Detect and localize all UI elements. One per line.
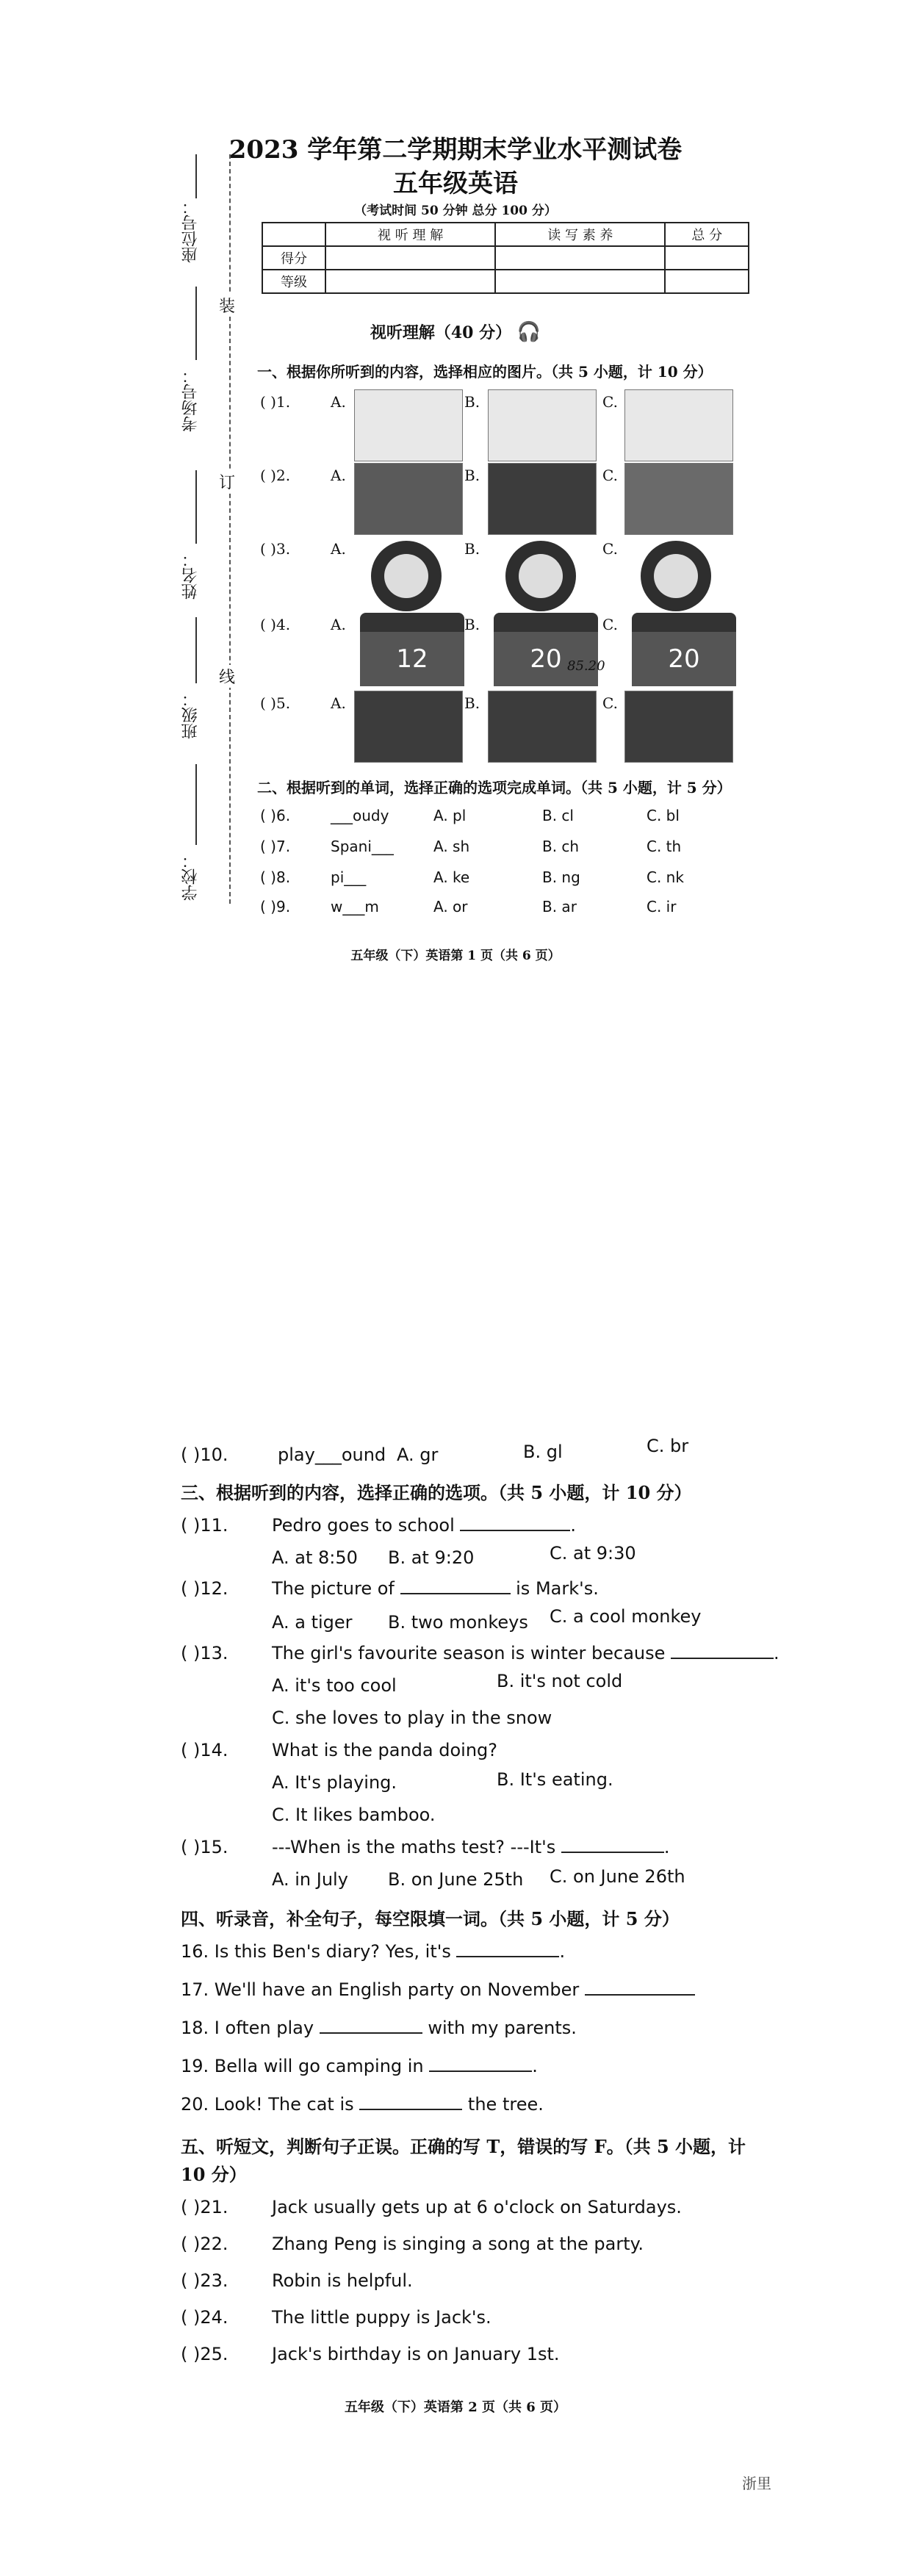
q14-stem: What is the panda doing? <box>272 1740 497 1760</box>
q3-number: ( )3. <box>260 540 291 558</box>
score-table-header <box>262 223 749 246</box>
q14-option-c[interactable]: C. It likes bamboo. <box>272 1805 436 1825</box>
q5-option-c-picture[interactable] <box>624 691 733 763</box>
q11-option-b[interactable]: B. at 9:20 <box>388 1547 475 1568</box>
q2-number: ( )2. <box>260 467 291 484</box>
q5-option-a-picture[interactable] <box>354 691 463 763</box>
q16 <box>181 1941 565 1962</box>
q12-blank[interactable] <box>400 1578 511 1594</box>
q2-option-a-picture[interactable] <box>354 463 463 535</box>
q7-word: Spani___ <box>331 838 394 855</box>
seat-number-label: 座位号： <box>181 198 200 263</box>
part4-title: 四、听录音，补全句子，每空限填一词。（共 5 小题，计 5 分） <box>181 1908 680 1929</box>
exam-room-label: 考场号： <box>181 367 200 432</box>
q5-option-a-label: A. <box>331 694 346 712</box>
part2-title: 二、根据听到的单词，选择正确的选项完成单词。（共 5 小题，计 5 分） <box>257 779 732 796</box>
grade-cell[interactable] <box>495 270 665 293</box>
q6-number: ( )6. <box>260 807 291 824</box>
q24-number: ( )24. <box>181 2307 228 2328</box>
q10-option-b[interactable]: B. gl <box>523 1442 563 1462</box>
q9-number: ( )9. <box>260 898 291 915</box>
q22-number: ( )22. <box>181 2234 228 2254</box>
q19-end: . <box>532 2056 538 2076</box>
q6-option-c[interactable]: C. bl <box>647 807 680 824</box>
q1-option-c-picture[interactable] <box>624 389 733 461</box>
q22-text: Zhang Peng is singing a song at the party. <box>272 2234 644 2254</box>
q18-blank[interactable] <box>320 2018 422 2034</box>
q1-option-c-label: C. <box>602 393 618 411</box>
q6-word: ___oudy <box>331 807 389 824</box>
score-header-total: 总 分 <box>665 223 749 246</box>
q14-number: ( )14. <box>181 1740 228 1760</box>
q3-option-a-label: A. <box>331 540 346 558</box>
q16-text: 16. Is this Ben's diary? Yes, it's <box>181 1941 451 1962</box>
q15-stem-text: ---When is the maths test? ---It's <box>272 1837 556 1857</box>
q6-option-a[interactable]: A. pl <box>433 807 467 824</box>
q13-stem-text: The girl's favourite season is winter because <box>272 1643 666 1663</box>
q8-word: pi___ <box>331 868 367 886</box>
q4-option-a-calendar-icon[interactable] <box>360 613 464 686</box>
q15-number: ( )15. <box>181 1837 228 1857</box>
q10-option-a[interactable]: A. gr <box>397 1444 439 1465</box>
q11-option-c[interactable]: C. at 9:30 <box>550 1543 636 1564</box>
q4-option-c-calendar-icon[interactable] <box>632 613 736 686</box>
q15-option-c[interactable]: C. on June 26th <box>550 1866 685 1887</box>
q2-option-c-picture[interactable] <box>624 463 733 535</box>
q1-option-a-picture[interactable] <box>354 389 463 461</box>
q12-option-a[interactable]: A. a tiger <box>272 1612 353 1633</box>
q13-option-a[interactable]: A. it's too cool <box>272 1675 397 1696</box>
q3-option-b-label: B. <box>464 540 480 558</box>
part5-title: 五、听短文，判断句子正误。正确的写 T，错误的写 F。（共 5 小题，计 <box>181 2136 746 2157</box>
q13-option-b[interactable]: B. it's not cold <box>497 1671 623 1691</box>
q19-blank[interactable] <box>429 2056 532 2072</box>
q6-option-b[interactable]: B. cl <box>542 807 574 824</box>
part5-title-cont: 10 分） <box>181 2164 247 2185</box>
q21-number: ( )21. <box>181 2197 228 2217</box>
q20-text: 20. Look! The cat is <box>181 2094 354 2115</box>
watermark: 浙里 <box>742 2475 771 2492</box>
q12-option-c[interactable]: C. a cool monkey <box>550 1606 702 1627</box>
score-cell[interactable] <box>325 246 495 270</box>
q4-option-c-label: C. <box>602 616 618 633</box>
score-cell[interactable] <box>495 246 665 270</box>
binding-mark-xian: 线 <box>219 665 235 688</box>
q7-option-a[interactable]: A. sh <box>433 838 470 855</box>
q7-option-b[interactable]: B. ch <box>542 838 580 855</box>
q17-blank[interactable] <box>585 1979 695 1996</box>
q11-option-a[interactable]: A. at 8:50 <box>272 1547 358 1568</box>
grade-row-label: 等级 <box>262 270 325 293</box>
exam-title: 2023 学年第二学期期末学业水平测试卷 <box>228 135 683 165</box>
q10-number: ( )10. <box>181 1444 228 1465</box>
q23-number: ( )23. <box>181 2270 228 2291</box>
q3-option-c-label: C. <box>602 540 618 558</box>
binding-mark-ding: 订 <box>219 470 235 493</box>
q12-stem-end: is Mark's. <box>516 1578 599 1599</box>
q20-blank[interactable] <box>359 2094 462 2110</box>
binding-mark-zhuang: 装 <box>219 294 235 317</box>
q13-stem: The girl's favourite season is winter because . <box>272 1643 779 1663</box>
q17-text: 17. We'll have an English party on November <box>181 1979 580 2000</box>
q17 <box>181 1979 695 2000</box>
q25-text: Jack's birthday is on January 1st. <box>272 2344 560 2364</box>
q2-option-c-label: C. <box>602 467 618 484</box>
q1-option-b-label: B. <box>464 393 480 411</box>
q13-option-c[interactable]: C. she loves to play in the snow <box>272 1708 552 1728</box>
name-line[interactable] <box>195 470 197 544</box>
q19-text: 19. Bella will go camping in <box>181 2056 424 2076</box>
q10-option-c[interactable]: C. br <box>647 1436 689 1456</box>
q13-blank[interactable] <box>671 1643 774 1659</box>
score-row <box>262 246 749 270</box>
q8-number: ( )8. <box>260 868 291 886</box>
q21-text: Jack usually gets up at 6 o'clock on Saturdays. <box>272 2197 682 2217</box>
q12-stem <box>272 1578 599 1599</box>
q4-option-b-label: B. <box>464 616 480 633</box>
q2-option-a-label: A. <box>331 467 346 484</box>
q23-text: Robin is helpful. <box>272 2270 413 2291</box>
q15-blank[interactable] <box>561 1837 664 1853</box>
name-label: 姓名： <box>181 551 200 600</box>
q14-option-b[interactable]: B. It's eating. <box>497 1769 613 1790</box>
q2-option-b-label: B. <box>464 467 480 484</box>
q4-c-date: 20 <box>632 632 736 686</box>
score-header-reading: 读 写 素 养 <box>495 223 665 246</box>
q13-number: ( )13. <box>181 1643 228 1663</box>
score-cell[interactable] <box>665 246 749 270</box>
q4-a-date: 12 <box>360 632 464 686</box>
q9-option-a[interactable]: A. or <box>433 898 468 915</box>
grade-row <box>262 270 749 293</box>
q12-option-b[interactable]: B. two monkeys <box>388 1612 528 1633</box>
q15-option-b[interactable]: B. on June 25th <box>388 1869 524 1890</box>
q7-number: ( )7. <box>260 838 291 855</box>
q3-option-c-sign-icon[interactable] <box>641 541 711 611</box>
q5-option-b-label: B. <box>464 694 480 712</box>
q18 <box>181 2018 577 2038</box>
q14-option-a[interactable]: A. It's playing. <box>272 1772 397 1793</box>
part1-title: 一、根据你所听到的内容，选择相应的图片。（共 5 小题，计 10 分） <box>257 363 713 381</box>
q4-number: ( )4. <box>260 616 291 633</box>
section-title <box>0 320 911 343</box>
q4-option-a-label: A. <box>331 616 346 633</box>
score-row-label: 得分 <box>262 246 325 270</box>
section-title-text: 视听理解（40 分） <box>370 323 512 342</box>
q16-end: . <box>559 1941 566 1962</box>
q11-stem: Pedro goes to school . <box>272 1515 577 1536</box>
handwritten-note: 85.20 <box>567 658 605 674</box>
exam-subtitle: 五年级英语 <box>393 169 518 198</box>
school-line[interactable] <box>195 764 197 845</box>
q16-blank[interactable] <box>456 1941 559 1957</box>
exam-info: （考试时间 50 分钟 总分 100 分） <box>354 204 557 218</box>
score-header-listening: 视 听 理 解 <box>325 223 495 246</box>
binding-line <box>229 154 231 904</box>
page1-footer: 五年级（下）英语第 1 页（共 6 页） <box>350 949 561 963</box>
q12-number: ( )12. <box>181 1578 228 1599</box>
q9-option-b[interactable]: B. ar <box>542 898 577 915</box>
q24-text: The little puppy is Jack's. <box>272 2307 491 2328</box>
q20-end: the tree. <box>467 2094 544 2115</box>
q4-b-date: 20 <box>494 632 598 686</box>
q5-option-b-picture[interactable] <box>488 691 597 763</box>
q9-word: w___m <box>331 898 379 915</box>
q10-word: play___ound <box>278 1444 386 1465</box>
part3-title: 三、根据听到的内容，选择正确的选项。（共 5 小题，计 10 分） <box>181 1482 692 1503</box>
q5-number: ( )5. <box>260 694 291 712</box>
q11-blank[interactable] <box>460 1515 570 1531</box>
q19 <box>181 2056 538 2076</box>
q3-option-a-sign-icon[interactable] <box>371 541 442 611</box>
q5-option-c-label: C. <box>602 694 618 712</box>
q8-option-a[interactable]: A. ke <box>433 868 470 886</box>
q15-option-a[interactable]: A. in July <box>272 1869 348 1890</box>
q20 <box>181 2094 544 2115</box>
q18-end: with my parents. <box>428 2018 577 2038</box>
school-label: 学校： <box>181 852 200 901</box>
q18-text: 18. I often play <box>181 2018 314 2038</box>
page2-footer: 五年级（下）英语第 2 页（共 6 页） <box>344 2400 567 2415</box>
q9-option-c[interactable]: C. ir <box>647 898 677 915</box>
q25-number: ( )25. <box>181 2344 228 2364</box>
q15-stem: ---When is the maths test? ---It's . <box>272 1837 670 1857</box>
headphones-icon: 🎧 <box>516 321 541 343</box>
q8-option-c[interactable]: C. nk <box>647 868 684 886</box>
q11-stem-text: Pedro goes to school <box>272 1515 455 1536</box>
q2-option-b-picture[interactable] <box>488 463 597 535</box>
q12-stem-text: The picture of <box>272 1578 395 1599</box>
class-line[interactable] <box>195 617 197 683</box>
q1-option-a-label: A. <box>331 393 346 411</box>
grade-cell[interactable] <box>325 270 495 293</box>
q4-option-b-calendar-icon[interactable] <box>494 613 598 686</box>
score-table <box>262 222 749 294</box>
q8-option-b[interactable]: B. ng <box>542 868 580 886</box>
q3-option-b-sign-icon[interactable] <box>505 541 576 611</box>
class-label: 班级： <box>181 691 200 739</box>
score-header-blank <box>262 223 325 246</box>
q1-option-b-picture[interactable] <box>488 389 597 461</box>
q11-number: ( )11. <box>181 1515 228 1536</box>
grade-cell[interactable] <box>665 270 749 293</box>
q1-number: ( )1. <box>260 393 291 411</box>
q7-option-c[interactable]: C. th <box>647 838 682 855</box>
